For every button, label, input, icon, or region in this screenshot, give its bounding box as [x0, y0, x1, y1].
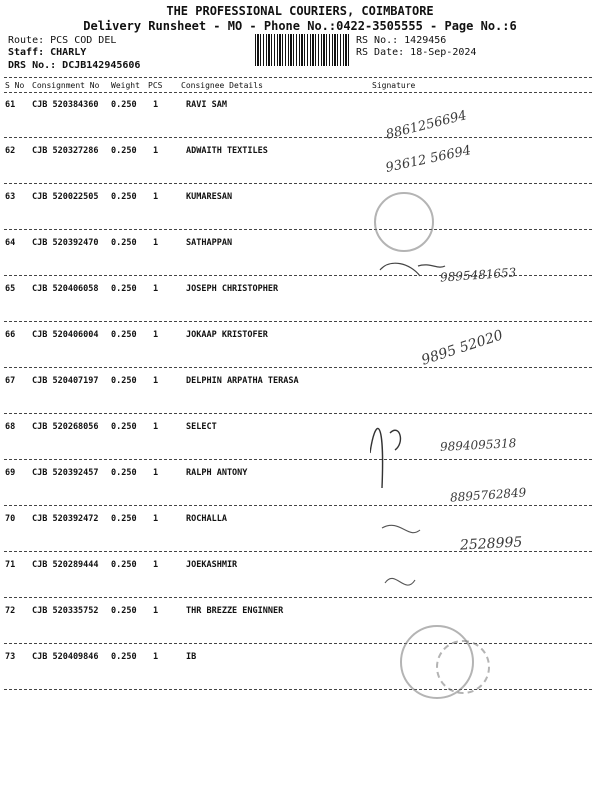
stamp-icon: [374, 192, 434, 252]
sno-cell: 67: [5, 376, 16, 386]
weight-cell: 0.250: [111, 422, 137, 432]
sno-cell: 70: [5, 514, 16, 524]
consignment-cell: CJB 520409846: [32, 652, 99, 662]
col-consignee: Consignee Details: [181, 81, 263, 90]
row-divider: [4, 643, 592, 644]
consignee-cell: THR BREZZE ENGINNER: [186, 606, 284, 616]
pcs-cell: 1: [153, 606, 159, 616]
consignment-cell: CJB 520022505: [32, 192, 99, 202]
consignee-cell: JOKAAP KRISTOFER: [186, 330, 268, 340]
sno-cell: 63: [5, 192, 16, 202]
header-rule-top: [4, 77, 592, 78]
weight-cell: 0.250: [111, 238, 137, 248]
consignment-cell: CJB 520327286: [32, 146, 99, 156]
weight-cell: 0.250: [111, 192, 137, 202]
sno-cell: 69: [5, 468, 16, 478]
weight-cell: 0.250: [111, 284, 137, 294]
consignment-cell: CJB 520335752: [32, 606, 99, 616]
row-divider: [4, 183, 592, 184]
consignee-cell: JOSEPH CHRISTOPHER: [186, 284, 279, 294]
weight-cell: 0.250: [111, 652, 137, 662]
col-sno: S No: [5, 81, 25, 90]
signature-64: 9895481653: [439, 265, 517, 285]
sno-cell: 68: [5, 422, 16, 432]
consignment-cell: CJB 520268056: [32, 422, 99, 432]
consignee-cell: JOEKASHMIR: [186, 560, 238, 570]
consignment-cell: CJB 520407197: [32, 376, 99, 386]
signature-62: 93612 56694: [384, 143, 473, 176]
route-label: Route: PCS COD DEL: [8, 35, 117, 46]
pcs-cell: 1: [153, 422, 159, 432]
runsheet-subtitle: Delivery Runsheet - MO - Phone No.:0422-3505555 - Page No.:6: [83, 19, 517, 33]
sno-cell: 62: [5, 146, 16, 156]
pcs-cell: 1: [153, 100, 159, 110]
stamp-icon: [436, 640, 490, 694]
weight-cell: 0.250: [111, 146, 137, 156]
pcs-cell: 1: [153, 238, 159, 248]
col-consignment: Consignment No: [32, 81, 100, 90]
weight-cell: 0.250: [111, 514, 137, 524]
sno-cell: 66: [5, 330, 16, 340]
pcs-cell: 1: [153, 560, 159, 570]
signature-61: 8861256694: [384, 108, 469, 143]
staff-label: Staff: CHARLY: [8, 47, 87, 58]
company-title: THE PROFESSIONAL COURIERS, COIMBATORE: [166, 4, 434, 18]
consignment-cell: CJB 520392472: [32, 514, 99, 524]
weight-cell: 0.250: [111, 468, 137, 478]
barcode-icon: [255, 34, 350, 66]
pcs-cell: 1: [153, 652, 159, 662]
consignment-cell: CJB 520406058: [32, 284, 99, 294]
consignment-cell: CJB 520384360: [32, 100, 99, 110]
sno-cell: 71: [5, 560, 16, 570]
signature-66: 9895 52020: [419, 327, 506, 369]
weight-cell: 0.250: [111, 376, 137, 386]
pcs-cell: 1: [153, 468, 159, 478]
rs-date: RS Date: 18-Sep-2024: [356, 47, 477, 58]
col-signature: Signature: [372, 81, 416, 90]
col-pcs: PCS: [148, 81, 163, 90]
pcs-cell: 1: [153, 330, 159, 340]
consignment-cell: CJB 520392457: [32, 468, 99, 478]
rs-number: RS No.: 1429456: [356, 35, 447, 46]
signature-69: 8895762849: [449, 485, 527, 505]
consignee-cell: IB: [186, 652, 197, 662]
consignee-cell: RAVI SAM: [186, 100, 227, 110]
pcs-cell: 1: [153, 146, 159, 156]
consignee-cell: KUMARESAN: [186, 192, 233, 202]
drs-number: DRS No.: DCJB142945606: [8, 60, 141, 71]
pcs-cell: 1: [153, 514, 159, 524]
consignment-cell: CJB 520289444: [32, 560, 99, 570]
consignee-cell: SATHAPPAN: [186, 238, 233, 248]
sno-cell: 61: [5, 100, 16, 110]
sno-cell: 73: [5, 652, 16, 662]
signature-70: 2528995: [459, 534, 523, 554]
consignment-cell: CJB 520392470: [32, 238, 99, 248]
sno-cell: 72: [5, 606, 16, 616]
pcs-cell: 1: [153, 192, 159, 202]
pcs-cell: 1: [153, 284, 159, 294]
header-rule-bottom: [4, 92, 592, 93]
sno-cell: 64: [5, 238, 16, 248]
pcs-cell: 1: [153, 376, 159, 386]
col-weight: Weight: [111, 81, 140, 90]
signature-68: 9894095318: [439, 436, 517, 454]
weight-cell: 0.250: [111, 560, 137, 570]
weight-cell: 0.250: [111, 100, 137, 110]
sno-cell: 65: [5, 284, 16, 294]
row-divider: [4, 137, 592, 138]
weight-cell: 0.250: [111, 330, 137, 340]
weight-cell: 0.250: [111, 606, 137, 616]
consignee-cell: DELPHIN ARPATHA TERASA: [186, 376, 299, 386]
consignee-cell: ADWAITH TEXTILES: [186, 146, 268, 156]
consignment-cell: CJB 520406004: [32, 330, 99, 340]
consignee-cell: RALPH ANTONY: [186, 468, 248, 478]
row-divider: [4, 689, 592, 690]
consignee-cell: ROCHALLA: [186, 514, 227, 524]
consignee-cell: SELECT: [186, 422, 217, 432]
